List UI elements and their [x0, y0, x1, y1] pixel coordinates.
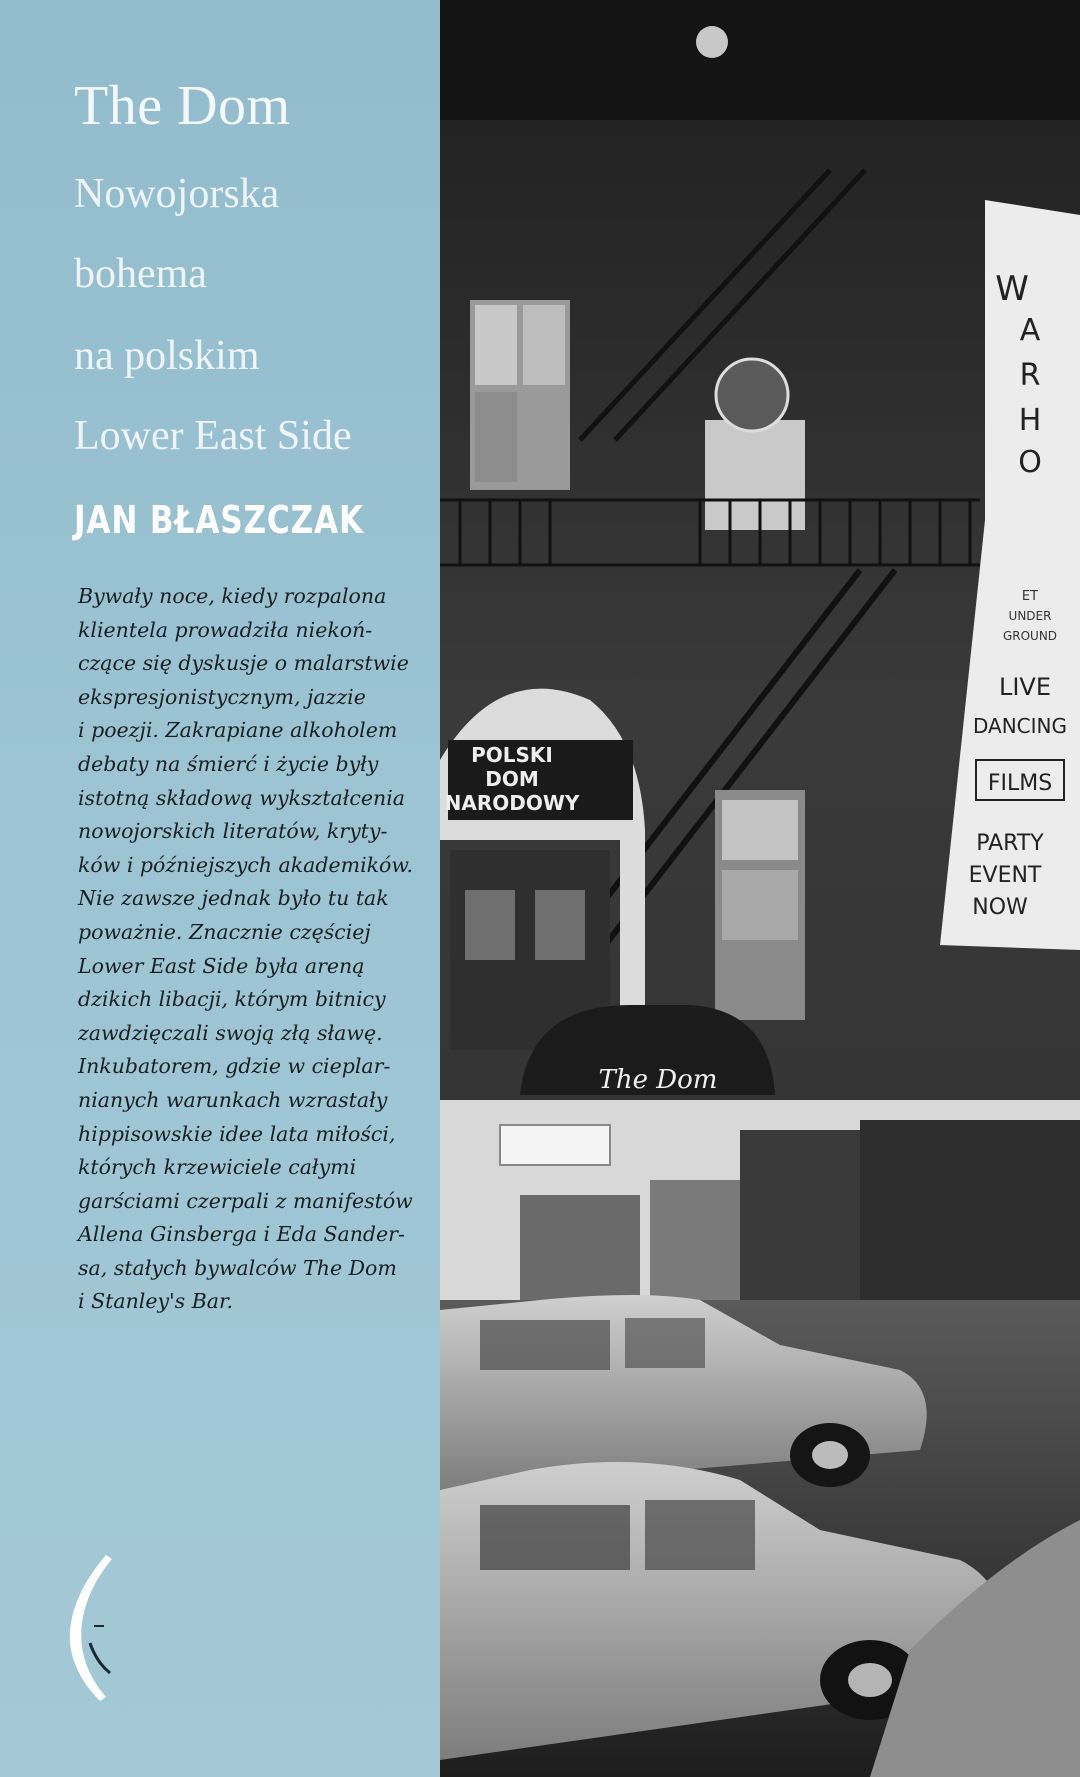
awning-text: The Dom — [598, 1065, 718, 1095]
blurb-line: garściami czerpali z manifestów — [78, 1188, 413, 1213]
blurb-line: poważnie. Znacznie częściej — [78, 919, 371, 944]
blurb-line: hippisowskie idee lata miłości, — [78, 1121, 396, 1146]
blurb-line: czące się dyskusje o malarstwie — [78, 651, 409, 676]
banner-letter: O — [1018, 445, 1042, 480]
author-name: JAN BŁASZCZAK — [74, 498, 364, 542]
text-panel — [0, 0, 440, 1777]
book-title: The Dom — [74, 75, 291, 137]
blurb-line: Allena Ginsberga i Eda Sander- — [78, 1222, 405, 1247]
blurb-line: sa, stałych bywalców The Dom — [78, 1255, 397, 1280]
subtitle-line: Lower East Side — [74, 413, 352, 459]
blurb-line: ków i późniejszych akademików. — [78, 852, 414, 877]
banner-small: ET — [1021, 589, 1039, 604]
blurb-line: Inkubatorem, gdzie w cieplar- — [78, 1054, 391, 1079]
blurb-line: klientela prowadziła niekoń- — [78, 617, 373, 642]
banner-line: PARTY — [976, 831, 1044, 856]
blurb-line: Nie zawsze jednak było tu tak — [78, 886, 389, 911]
blurb-line: nianych warunkach wzrastały — [78, 1087, 388, 1112]
sign-line: NARODOWY — [444, 791, 580, 815]
banner-letter: H — [1018, 403, 1042, 438]
banner-small: GROUND — [1002, 629, 1058, 643]
subtitle-line: na polskim — [74, 333, 260, 379]
blurb-line: i poezji. Zakrapiane alkoholem — [78, 718, 398, 743]
blurb-text — [78, 580, 433, 1319]
subtitle-line: bohema — [74, 251, 207, 297]
banner-small: UNDER — [1008, 609, 1052, 623]
publisher-logo-icon — [60, 1555, 130, 1705]
banner-line: EVENT — [968, 863, 1042, 888]
blurb-line: dzikich libacji, którym bitnicy — [78, 987, 386, 1012]
blurb-line: i Stanley's Bar. — [78, 1289, 234, 1314]
subtitle-line: Nowojorska — [74, 171, 280, 217]
blurb-line: których krzewiciele całymi — [78, 1155, 357, 1180]
banner-line: FILMS — [987, 771, 1053, 796]
blurb-line: debaty na śmierć i życie były — [78, 751, 379, 776]
cover-photograph — [440, 0, 1080, 1777]
banner-letter: W — [995, 269, 1029, 309]
blurb-line: Bywały noce, kiedy rozpalona — [78, 584, 387, 608]
banner-letter: A — [1019, 313, 1041, 348]
banner-line: LIVE — [998, 673, 1052, 701]
street-scene-photo — [440, 0, 1080, 1777]
sign-line: DOM — [485, 767, 539, 791]
banner-line: NOW — [972, 895, 1028, 920]
blurb-line: ekspresjonistycznym, jazzie — [78, 684, 366, 709]
blurb-line: Lower East Side była areną — [78, 953, 365, 978]
sign-line: POLSKI — [471, 743, 553, 767]
blurb-line: zawdzięczali swoją złą sławę. — [78, 1020, 383, 1045]
banner-letter: R — [1019, 358, 1041, 393]
blurb-line: nowojorskich literatów, kryty- — [78, 819, 388, 844]
banner-line: DANCING — [972, 714, 1068, 738]
blurb-line: istotną składową wykształcenia — [78, 785, 405, 810]
